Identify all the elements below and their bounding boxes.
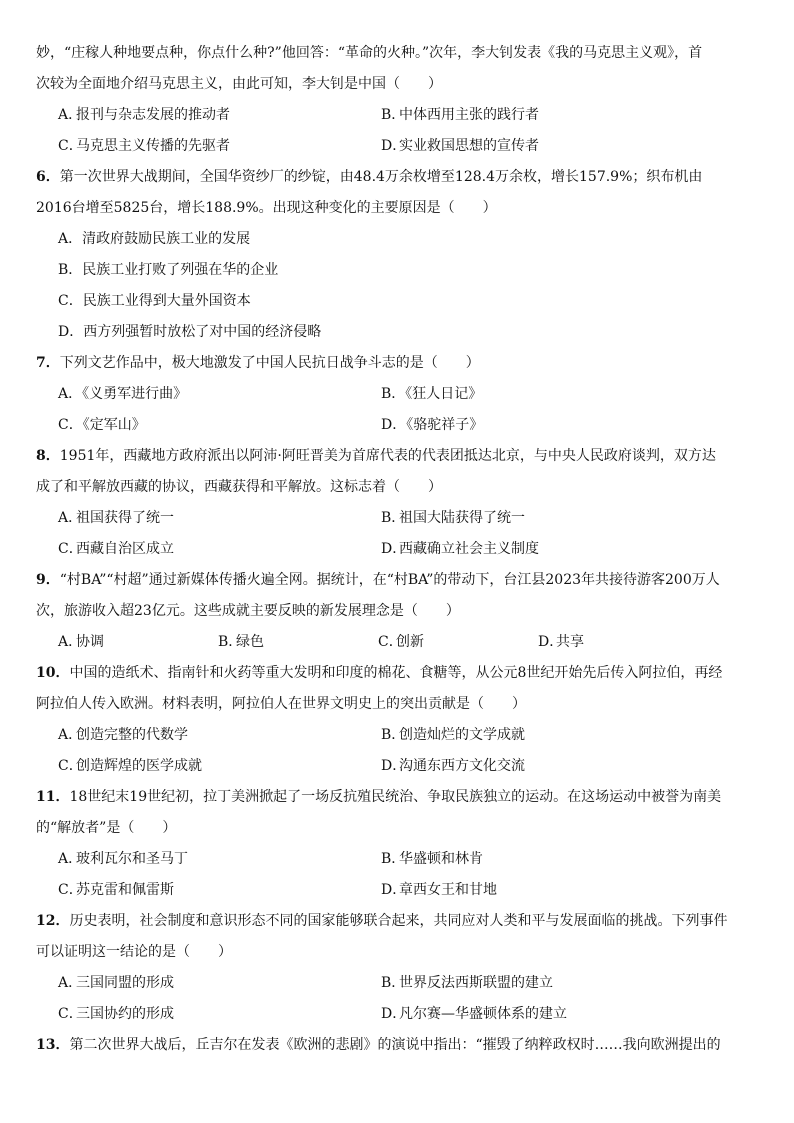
q7-options-row-2 [36, 410, 758, 441]
q6-option-c[interactable]: C．民族工业得到大量外国资本 [58, 293, 251, 309]
q12-option-b[interactable]: B．世界反法西斯联盟的建立 [381, 975, 553, 991]
q8-options-row-2 [36, 534, 758, 565]
q7-stem-line-1: 7．下列文艺作品中，极大地激发了中国人民抗日战争斗志的是（ ） [36, 355, 480, 371]
q6-number: 6． [36, 169, 60, 185]
q7-option-c[interactable]: C．《定军山》 [58, 417, 146, 433]
q8-stem-line-1: 8．1951年，西藏地方政府派出以阿沛·阿旺晋美为首席代表的代表团抵达北京，与中央人民政府谈判，双方达 [36, 448, 716, 464]
q6-stem-line-2: 2016台增至5825台，增长188.9%。出现这种变化的主要原因是（ ） [36, 200, 497, 216]
q10-stem-line-1: 10．中国的造纸术、指南针和火药等重大发明和印度的棉花、食糖等，从公元8世纪开始先后传入阿拉伯，再经 [36, 665, 723, 681]
q9-option-c[interactable]: C．创新 [378, 634, 424, 650]
q10-option-b[interactable]: B．创造灿烂的文学成就 [381, 727, 525, 743]
q7-options-row-1 [36, 379, 758, 410]
q13-number: 13． [36, 1037, 70, 1053]
exam-page [36, 38, 758, 1061]
q9-option-d[interactable]: D．共享 [538, 634, 584, 650]
q9-stem-line-2: 次，旅游收入超23亿元。这些成就主要反映的新发展理念是（ ） [36, 603, 460, 619]
q10-option-a[interactable]: A．创造完整的代数学 [58, 727, 188, 743]
q6-option-d[interactable]: D．西方列强暂时放松了对中国的经济侵略 [58, 324, 322, 340]
q11-options-row-1 [36, 844, 758, 875]
q11-option-a[interactable]: A．玻利瓦尔和圣马丁 [58, 851, 188, 867]
q12-options-row-1 [36, 968, 758, 999]
q12-option-d[interactable]: D．凡尔赛—华盛顿体系的建立 [381, 1006, 567, 1022]
q6-stem-line-1: 6．第一次世界大战期间，全国华资纱厂的纱锭，由48.4万余枚增至128.4万余枚，增长157.9%；织布机由 [36, 169, 703, 185]
q5-stem-line-1: 妙，“庄稼人种地要点种，你点什么种?”他回答：“革命的火种。”次年，李大钊发表《我的马克思主义观》，首 [36, 45, 703, 61]
q5-options-row-1 [36, 100, 758, 131]
q8-option-d[interactable]: D．西藏确立社会主义制度 [381, 541, 539, 557]
q6-option-b[interactable]: B．民族工业打败了列强在华的企业 [58, 262, 279, 278]
q5-option-c[interactable]: C．马克思主义传播的先驱者 [58, 138, 230, 154]
q11-option-b[interactable]: B．华盛顿和林肯 [381, 851, 483, 867]
q7-option-b[interactable]: B．《狂人日记》 [381, 386, 483, 402]
q7-option-d[interactable]: D．《骆驼祥子》 [381, 417, 484, 433]
q8-option-c[interactable]: C．西藏自治区成立 [58, 541, 174, 557]
q10-number: 10． [36, 665, 70, 681]
q12-option-c[interactable]: C．三国协约的形成 [58, 1006, 174, 1022]
q6-option-a[interactable]: A．清政府鼓励民族工业的发展 [58, 231, 251, 247]
q5-option-a[interactable]: A．报刊与杂志发展的推动者 [58, 107, 230, 123]
q11-option-d[interactable]: D．章西女王和甘地 [381, 882, 497, 898]
q12-option-a[interactable]: A．三国同盟的形成 [58, 975, 174, 991]
q10-option-d[interactable]: D．沟通东西方文化交流 [381, 758, 525, 774]
q7-number: 7． [36, 355, 60, 371]
q9-options-row [36, 627, 758, 658]
q10-options-row-2 [36, 751, 758, 782]
q8-option-b[interactable]: B．祖国大陆获得了统一 [381, 510, 525, 526]
q8-options-row-1 [36, 503, 758, 534]
q9-number: 9． [36, 572, 60, 588]
q11-stem-line-1: 11．18世纪末19世纪初，拉丁美洲掀起了一场反抗殖民统治、争取民族独立的运动。在这场运动中被誉为南美 [36, 789, 722, 805]
q5-option-b[interactable]: B．中体西用主张的践行者 [381, 107, 539, 123]
q9-option-b[interactable]: B．绿色 [218, 634, 264, 650]
q12-number: 12． [36, 913, 70, 929]
q10-options-row-1 [36, 720, 758, 751]
q11-number: 11． [36, 789, 70, 805]
q5-option-d[interactable]: D．实业救国思想的宣传者 [381, 138, 539, 154]
q8-number: 8． [36, 448, 60, 464]
q11-options-row-2 [36, 875, 758, 906]
q12-stem-line-2: 可以证明这一结论的是（ ） [36, 944, 232, 960]
q5-stem-line-2: 次较为全面地介绍马克思主义，由此可知，李大钊是中国（ ） [36, 76, 442, 92]
q5-options-row-2 [36, 131, 758, 162]
q8-option-a[interactable]: A．祖国获得了统一 [58, 510, 174, 526]
q7-option-a[interactable]: A．《义勇军进行曲》 [58, 386, 188, 402]
q11-stem-line-2: 的“解放者”是（ ） [36, 820, 177, 836]
q13-stem-line-1: 13．第二次世界大战后，丘吉尔在发表《欧洲的悲剧》的演说中指出：“摧毁了纳粹政权时……我向欧洲提出的 [36, 1037, 721, 1053]
q10-stem-line-2: 阿拉伯人传入欧洲。材料表明，阿拉伯人在世界文明史上的突出贡献是（ ） [36, 696, 526, 712]
q9-option-a[interactable]: A．协调 [58, 634, 104, 650]
q11-option-c[interactable]: C．苏克雷和佩雷斯 [58, 882, 174, 898]
q8-stem-line-2: 成了和平解放西藏的协议，西藏获得和平解放。这标志着（ ） [36, 479, 442, 495]
q12-stem-line-1: 12．历史表明，社会制度和意识形态不同的国家能够联合起来，共同应对人类和平与发展面临的挑战。下列事件 [36, 913, 728, 929]
q12-options-row-2 [36, 999, 758, 1030]
q9-stem-line-1: 9．“村BA”“村超”通过新媒体传播火遍全网。据统计，在“村BA”的带动下，台江县2023年共接待游客200万人 [36, 572, 720, 588]
q10-option-c[interactable]: C．创造辉煌的医学成就 [58, 758, 202, 774]
